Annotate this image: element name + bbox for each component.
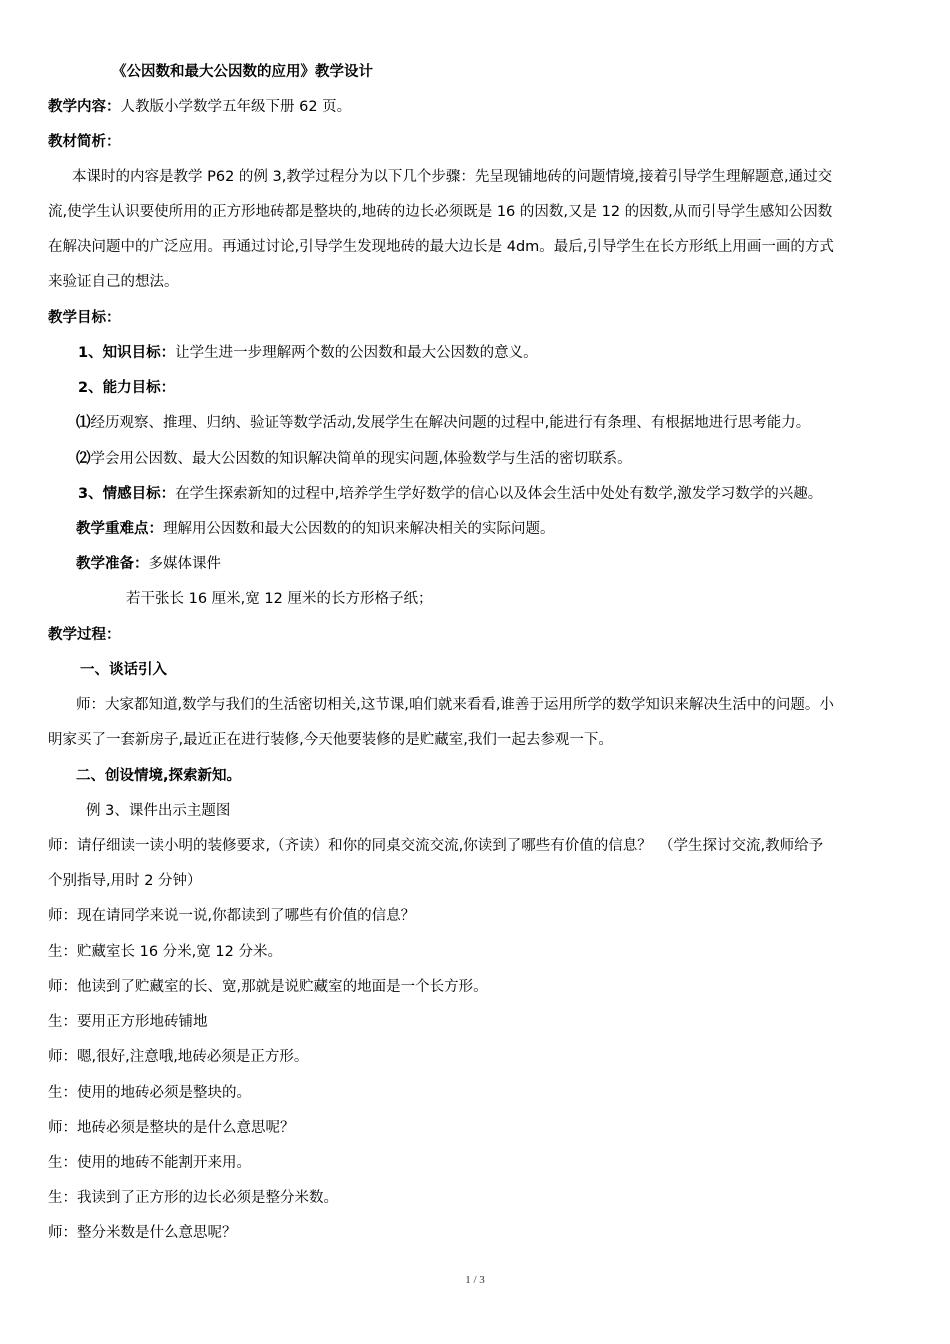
- key-difficulty-text: 理解用公因数和最大公因数的的知识来解决相关的实际问题。: [163, 521, 555, 537]
- teaching-content-label: 教学内容：: [48, 99, 121, 115]
- page-number: 1 / 3: [465, 1274, 485, 1286]
- key-difficulty-label: 教学重难点：: [76, 521, 163, 537]
- dialog-line: 生：使用的地砖不能割开来用。: [48, 1155, 251, 1171]
- dialog-line: 师：整分米数是什么意思呢？: [48, 1225, 237, 1241]
- goal-emotion-text: 在学生探索新知的过程中,培养学生学好数学的信心以及体会生活中处处有数学,激发学习数学的兴趣。: [175, 486, 823, 502]
- key-difficulty: [76, 519, 555, 539]
- teaching-content-text: 人教版小学数学五年级下册 62 页。: [120, 99, 352, 115]
- item-text: 学会用公因数、最大公因数的知识解决简单的现实问题,体验数学与生活的密切联系。: [90, 451, 632, 467]
- item-text: 经历观察、推理、归纳、验证等数学活动,发展学生在解决问题的过程中,能进行有条理、有根据地进行思考能力。: [90, 415, 811, 431]
- dialog-line: 师：请仔细读一读小明的装修要求,（齐读）和你的同桌交流交流,你读到了哪些有价值的信息？ （学生探讨交流,教师给予: [48, 838, 824, 854]
- goal-knowledge-text: 让学生进一步理解两个数的公因数和最大公因数的意义。: [175, 345, 538, 361]
- goal-emotion-label: 3、情感目标：: [78, 486, 176, 502]
- goal-ability-label: 2、能力目标：: [78, 380, 176, 396]
- section-para-line: 师：大家都知道,数学与我们的生活密切相关,这节课,咱们就来看看,谁善于运用所学的数学知识来解决生活中的问题。小: [76, 697, 834, 713]
- section-heading: 二、创设情境,探索新知。: [76, 768, 242, 784]
- dialog-line: 师：现在请同学来说一说,你都读到了哪些有价值的信息？: [48, 908, 416, 924]
- dialog-line: 个别指导,用时 2 分钟）: [48, 873, 202, 889]
- section-para-line: 明家买了一套新房子,最近正在进行装修,今天他要装修的是贮藏室,我们一起去参观一下。: [48, 732, 613, 748]
- teaching-prep-text-2: 若干张长 16 厘米,宽 12 厘米的长方形格子纸；: [126, 591, 433, 607]
- textbook-analysis-label: 教材简析：: [48, 134, 121, 150]
- teaching-content: [48, 97, 351, 117]
- section-heading: 一、谈话引入: [80, 662, 167, 678]
- dialog-line: 师：他读到了贮藏室的长、宽,那就是说贮藏室的地面是一个长方形。: [48, 979, 488, 995]
- dialog-line: 生：使用的地砖必须是整块的。: [48, 1085, 251, 1101]
- goal-ability-item: [76, 413, 810, 433]
- textbook-para-line: 本课时的内容是教学 P62 的例 3,教学过程分为以下几个步骤：先呈现铺地砖的问题情境,接着引导学生理解题意,通过交: [72, 169, 833, 185]
- dialog-line: 生：我读到了正方形的边长必须是整分米数。: [48, 1190, 338, 1206]
- item-number: ⑴: [76, 415, 91, 431]
- dialog-line: 生：要用正方形地砖铺地: [48, 1014, 208, 1030]
- dialog-line: 师：地砖必须是整块的是什么意思呢？: [48, 1120, 295, 1136]
- item-number: ⑵: [76, 451, 91, 467]
- example-caption: 例 3、课件出示主题图: [86, 803, 231, 819]
- textbook-para-line: 流,使学生认识要使所用的正方形地砖都是整块的,地砖的边长必须既是 16 的因数,又是 12 的因数,从而引导学生感知公因数: [48, 204, 833, 220]
- goal-ability-item: [76, 449, 632, 469]
- goal-knowledge: [78, 343, 538, 363]
- dialog-line: 师：嗯,很好,注意哦,地砖必须是正方形。: [48, 1049, 309, 1065]
- teaching-prep: [76, 554, 221, 574]
- goal-knowledge-label: 1、知识目标：: [78, 345, 176, 361]
- document-title: 《公因数和最大公因数的应用》教学设计: [112, 64, 373, 80]
- textbook-para-line: 来验证自己的想法。: [48, 274, 179, 290]
- teaching-goals-label: 教学目标：: [48, 310, 121, 326]
- textbook-para-line: 在解决问题中的广泛应用。再通过讨论,引导学生发现地砖的最大边长是 4dm。最后,引导学生在长方形纸上用画一画的方式: [48, 239, 834, 255]
- dialog-line: 生：贮藏室长 16 分米,宽 12 分米。: [48, 944, 282, 960]
- teaching-prep-label: 教学准备：: [76, 556, 149, 572]
- goal-emotion: [78, 484, 822, 504]
- teaching-prep-text: 多媒体课件: [148, 556, 221, 572]
- teaching-process-label: 教学过程：: [48, 627, 121, 643]
